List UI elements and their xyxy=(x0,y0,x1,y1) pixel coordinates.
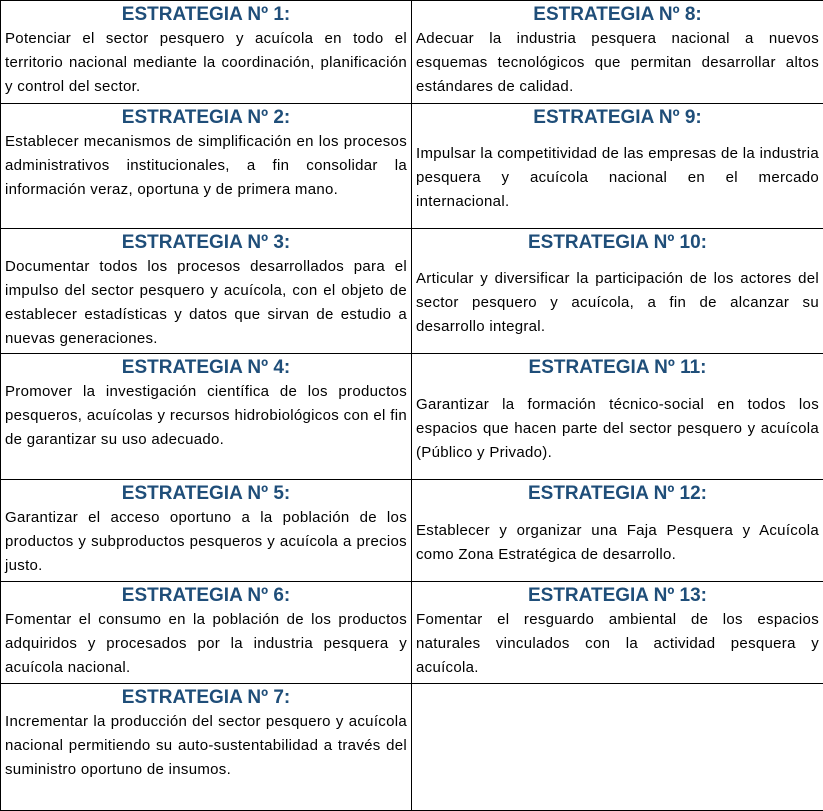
strategy-cell-1 xyxy=(1,1,412,104)
strategy-title: ESTRATEGIA Nº 3: xyxy=(5,231,407,255)
strategy-description: Documentar todos los procesos desarrollados para el impulso del sector pesquero y acuícola, con el objeto de establecer estadísticas y datos que sirvan de estudio a nuevas generaciones. xyxy=(5,255,407,351)
strategy-title: ESTRATEGIA Nº 11: xyxy=(416,356,819,380)
table-row xyxy=(1,480,823,582)
strategy-title: ESTRATEGIA Nº 6: xyxy=(5,584,407,608)
strategy-cell-7 xyxy=(1,684,412,811)
strategy-cell-3 xyxy=(1,229,412,354)
strategy-cell-11 xyxy=(412,354,823,480)
strategy-description: Articular y diversificar la participación de los actores del sector pesquero y acuícola, a fin de alcanzar su desarrollo integral. xyxy=(416,267,819,339)
strategy-description-wrap xyxy=(416,255,819,351)
table-row xyxy=(1,582,823,684)
strategy-cell-13 xyxy=(412,582,823,684)
strategy-description: Garantizar la formación técnico-social en todos los espacios que hacen parte del sector pesquero y acuícola (Público y Privado). xyxy=(416,393,819,465)
strategy-description: Adecuar la industria pesquera nacional a nuevos esquemas tecnológicos que permitan desarrollar altos estándares de calidad. xyxy=(416,27,819,99)
strategy-description: Incrementar la producción del sector pesquero y acuícola nacional permitiendo su auto-sustentabilidad a través del suministro oportuno de insumos. xyxy=(5,710,407,782)
strategy-description: Establecer mecanismos de simplificación en los procesos administrativos institucionales, a fin consolidar la información veraz, oportuna y de primera mano. xyxy=(5,130,407,202)
strategy-cell-6 xyxy=(1,582,412,684)
strategy-title: ESTRATEGIA Nº 9: xyxy=(416,106,819,130)
strategy-title: ESTRATEGIA Nº 1: xyxy=(5,3,407,27)
strategy-cell-12 xyxy=(412,480,823,582)
empty-cell xyxy=(412,684,823,811)
strategy-title: ESTRATEGIA Nº 8: xyxy=(416,3,819,27)
strategy-cell-8 xyxy=(412,1,823,104)
strategy-description: Establecer y organizar una Faja Pesquera y Acuícola como Zona Estratégica de desarrollo. xyxy=(416,519,819,567)
strategy-title: ESTRATEGIA Nº 7: xyxy=(5,686,407,710)
table-row xyxy=(1,104,823,229)
strategy-title: ESTRATEGIA Nº 12: xyxy=(416,482,819,506)
strategy-cell-9 xyxy=(412,104,823,229)
strategy-description-wrap xyxy=(416,130,819,226)
strategy-description-wrap xyxy=(416,380,819,477)
strategy-description: Impulsar la competitividad de las empresas de la industria pesquera y acuícola nacional en el mercado internacional. xyxy=(416,142,819,214)
strategy-description: Promover la investigación científica de los productos pesqueros, acuícolas y recursos hidrobiológicos con el fin de garantizar su uso adecuado. xyxy=(5,380,407,452)
table-row xyxy=(1,1,823,104)
strategy-description-wrap xyxy=(416,506,819,579)
strategy-title: ESTRATEGIA Nº 2: xyxy=(5,106,407,130)
strategy-cell-4 xyxy=(1,354,412,480)
strategy-cell-2 xyxy=(1,104,412,229)
strategy-cell-5 xyxy=(1,480,412,582)
strategy-cell-10 xyxy=(412,229,823,354)
strategy-title: ESTRATEGIA Nº 13: xyxy=(416,584,819,608)
strategy-title: ESTRATEGIA Nº 10: xyxy=(416,231,819,255)
strategy-description: Fomentar el consumo en la población de los productos adquiridos y procesados por la industria pesquera y acuícola nacional. xyxy=(5,608,407,680)
strategy-description: Fomentar el resguardo ambiental de los espacios naturales vinculados con la actividad pesquera y acuícola. xyxy=(416,608,819,680)
table-row xyxy=(1,354,823,480)
table-row xyxy=(1,229,823,354)
strategy-description: Garantizar el acceso oportuno a la población de los productos y subproductos pesqueros y acuícola a precios justo. xyxy=(5,506,407,578)
strategy-description: Potenciar el sector pesquero y acuícola en todo el territorio nacional mediante la coordinación, planificación y control del sector. xyxy=(5,27,407,99)
strategy-title: ESTRATEGIA Nº 4: xyxy=(5,356,407,380)
table-row xyxy=(1,684,823,811)
strategy-title: ESTRATEGIA Nº 5: xyxy=(5,482,407,506)
